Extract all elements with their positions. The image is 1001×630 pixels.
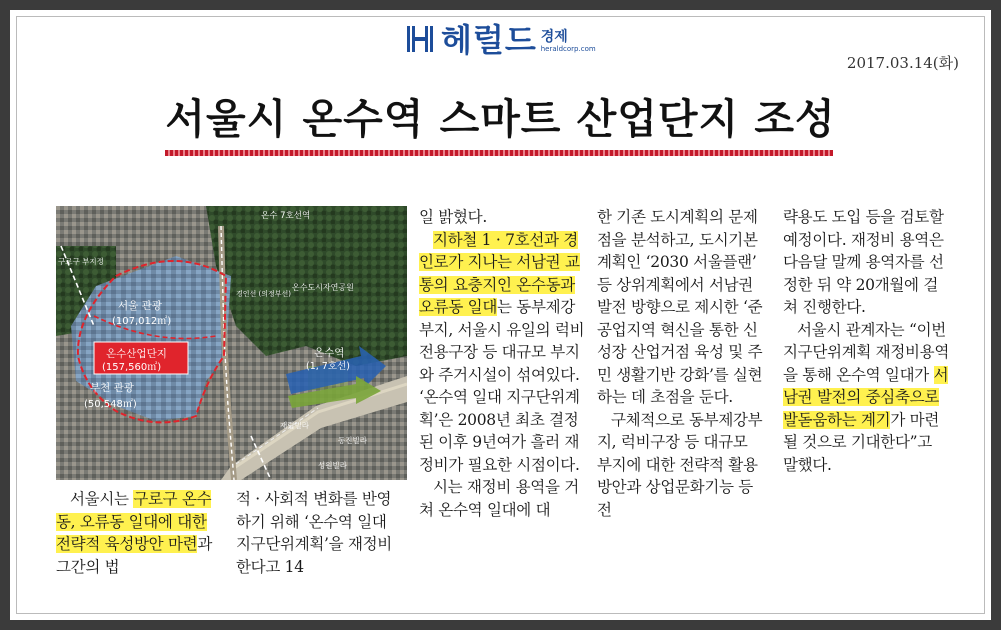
map-label-park: 온수도시자연공원: [292, 283, 354, 292]
herald-logo-icon: [405, 24, 435, 54]
map-label-north-area: (107,012㎡): [112, 316, 172, 327]
col3-p2-highlight: 지하철 1 · 7호선과 경인로가 지나는 서남권 교통의 요충지인 온수동과 오류동 일대: [419, 230, 580, 316]
col5-p2: [783, 319, 951, 477]
col3-p1: 일 밝혔다.: [419, 208, 487, 226]
map-label-villa1: 재립빌라: [280, 421, 309, 430]
col5-p2-pre: 서울시 관계자는 “이번 지구단위계획 재정비용역을 통해 온수역 일대가: [783, 320, 950, 384]
map-label-rail: 경인선 (의정부선): [236, 290, 292, 298]
col1-lead-highlight: 구로구 온수동, 오류동 일대에 대한 전략적 육성방안 마련: [56, 490, 212, 553]
article-column-2: [236, 488, 404, 578]
article-column-3: [419, 206, 587, 521]
col1-lead-post: 과 그간의 법: [56, 535, 212, 576]
logo-url: heraldcorp.com: [540, 45, 596, 53]
logo-subtitle: 경제: [540, 29, 568, 45]
article-column-5: [783, 206, 951, 476]
col1-lead-pre: 서울시는: [70, 490, 134, 508]
col4-p2: [597, 409, 765, 522]
map-label-south-area: (50,548㎡): [84, 399, 137, 410]
map-label-north-name: 서울 관광: [118, 300, 162, 312]
map-label-center-name: 온수산업단지: [106, 348, 167, 360]
map-label-villa2: 동진빌라: [338, 436, 367, 445]
map-label-station-top: 온수 7호선역: [261, 211, 311, 221]
logo-wordmark: 헤럴드: [441, 21, 537, 59]
headline-underline: [165, 150, 833, 156]
col3-p3-text: 시는 재정비 용역을 거쳐 온수역 일대에 대: [419, 478, 579, 519]
map-label-villa3: 성원빌라: [318, 461, 347, 470]
col4-p2-text: 구체적으로 동부제강부지, 럭비구장 등 대규모 부지에 대한 전략적 활용 방안과 상업문화기능 등 전: [597, 410, 763, 519]
map-label-south-name: 부천 관광: [90, 382, 134, 394]
map-label-station-lines: (1, 7호선): [306, 361, 350, 372]
col5-p2-post: 가 마련될 것으로 기대한다”고 말했다.: [783, 410, 939, 474]
col5-p2-highlight: 서남권 발전의 중심축으로 발돋움하는 계기: [783, 365, 949, 429]
col3-p2: [419, 229, 587, 477]
col5-p1: 략용도 도입 등을 검토할 예정이다. 재정비 용역은 다음달 말께 용역자를 선정한 뒤 약 20개월에 걸쳐 진행한다.: [783, 208, 944, 316]
map-label-center-area: (157,560㎡): [102, 362, 162, 373]
article-column-4: [597, 206, 765, 521]
column-1-text: [56, 488, 216, 578]
article-column-1: [56, 488, 216, 578]
col4-p1: 한 기존 도시계획의 문제점을 분석하고, 도시기본계획인 ‘2030 서울플랜’ 등 상위계획에서 서남권 발전 방향으로 제시한 ‘준공업지역 혁신을 통한 신성장 산업거점 육성 및 주민 생활기반 강화’를 실현하는 데 초점을 둔다.: [597, 208, 763, 406]
headline: 서울시 온수역 스마트 산업단지 조성: [165, 95, 836, 143]
col3-p2-post: 는 동부제강 부지, 서울시 유일의 럭비전용구장 등 대규모 부지와 주거시설이 섞여있다. ‘온수역 일대 지구단위계획’은 2008년 최초 결정된 이후 9년여가 흘러 재정비가 필요한 시점이다.: [419, 298, 585, 474]
aerial-map-photo: [56, 206, 407, 480]
map-label-gurogu: 구로구 부지정: [58, 257, 104, 266]
col2-text: 적 · 사회적 변화를 반영하기 위해 ‘온수역 일대 지구단위계획’을 재정비 한다고 14: [236, 490, 392, 576]
masthead-logo: [405, 14, 596, 60]
aerial-map: [56, 206, 407, 480]
col3-p3: [419, 476, 587, 521]
publication-date: 2017.03.14(화): [846, 54, 959, 72]
map-label-station-name: 온수역: [314, 347, 345, 359]
